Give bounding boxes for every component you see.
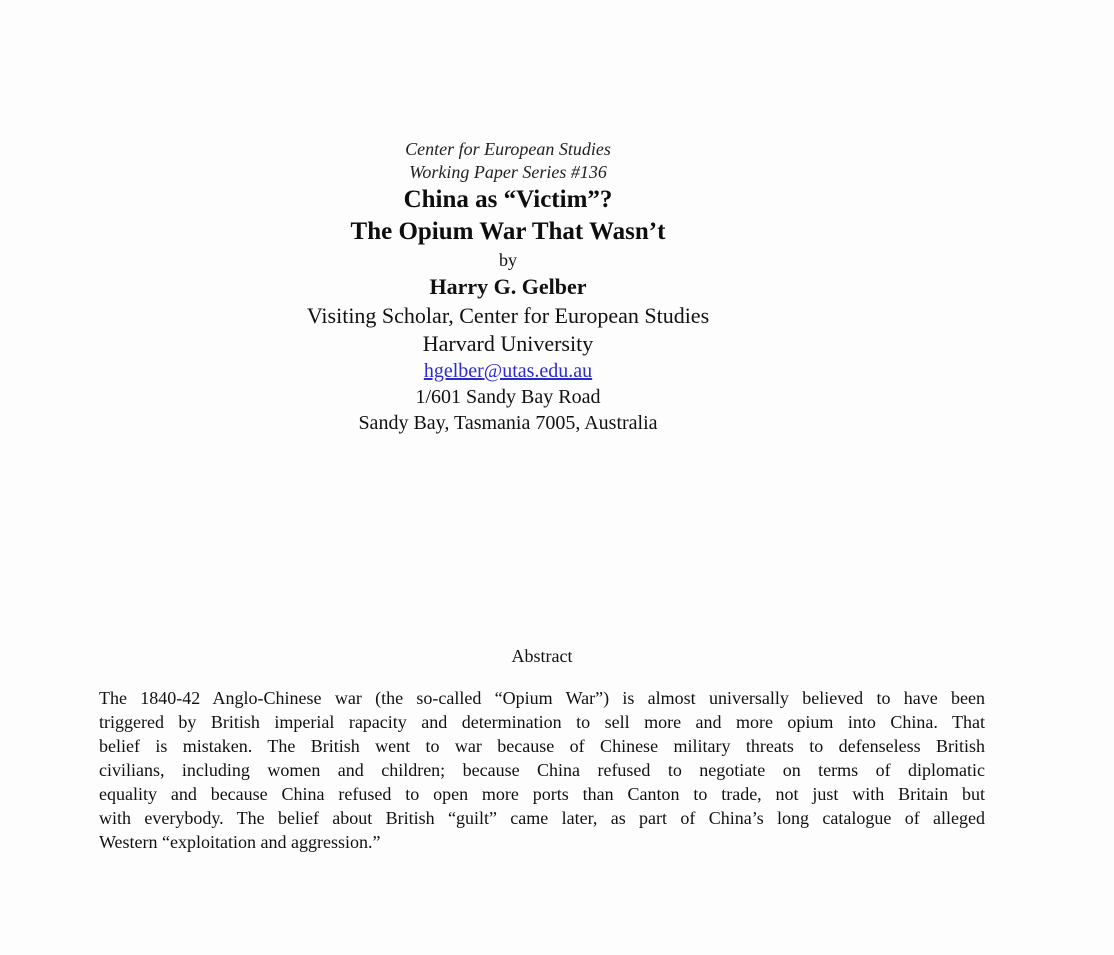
abstract-line: The 1840-42 Anglo-Chinese war (the so-called “Opium War”) is almost universally believed to have been: [99, 688, 985, 708]
paper-title-line-2: The Opium War That Wasn’t: [350, 218, 666, 245]
series-center: Center for European Studies: [405, 139, 611, 159]
abstract-line: belief is mistaken. The British went to war because of Chinese military threats to defenseless British: [99, 736, 985, 756]
address-line-2: Sandy Bay, Tasmania 7005, Australia: [358, 412, 658, 434]
abstract-line: Western “exploitation and aggression.”: [99, 832, 381, 852]
abstract-line: triggered by British imperial rapacity and determination to sell more and more opium into China. That: [99, 712, 985, 732]
by-label: by: [499, 250, 517, 270]
author-institution: Harvard University: [422, 331, 594, 356]
email-link[interactable]: hgelber@utas.edu.au: [423, 360, 593, 382]
abstract-heading: Abstract: [511, 646, 573, 666]
email-line: [0, 358, 1016, 384]
abstract-line: equality and because China refused to open more ports than Canton to trade, not just with Britain but: [99, 784, 985, 804]
abstract-line: with everybody. The belief about British “guilt” came later, as part of China’s long catalogue of alleged: [99, 808, 985, 828]
address-line-1: 1/601 Sandy Bay Road: [415, 386, 601, 408]
series-number: Working Paper Series #136: [409, 162, 607, 182]
abstract-body: [99, 686, 985, 854]
paper-title-line-1: China as “Victim”?: [403, 186, 613, 213]
abstract-line: civilians, including women and children; because China refused to negotiate on terms of diplomatic: [99, 760, 985, 780]
author-position: Visiting Scholar, Center for European Studies: [306, 303, 710, 328]
author-name: Harry G. Gelber: [429, 274, 587, 299]
title-block: [0, 138, 1016, 436]
